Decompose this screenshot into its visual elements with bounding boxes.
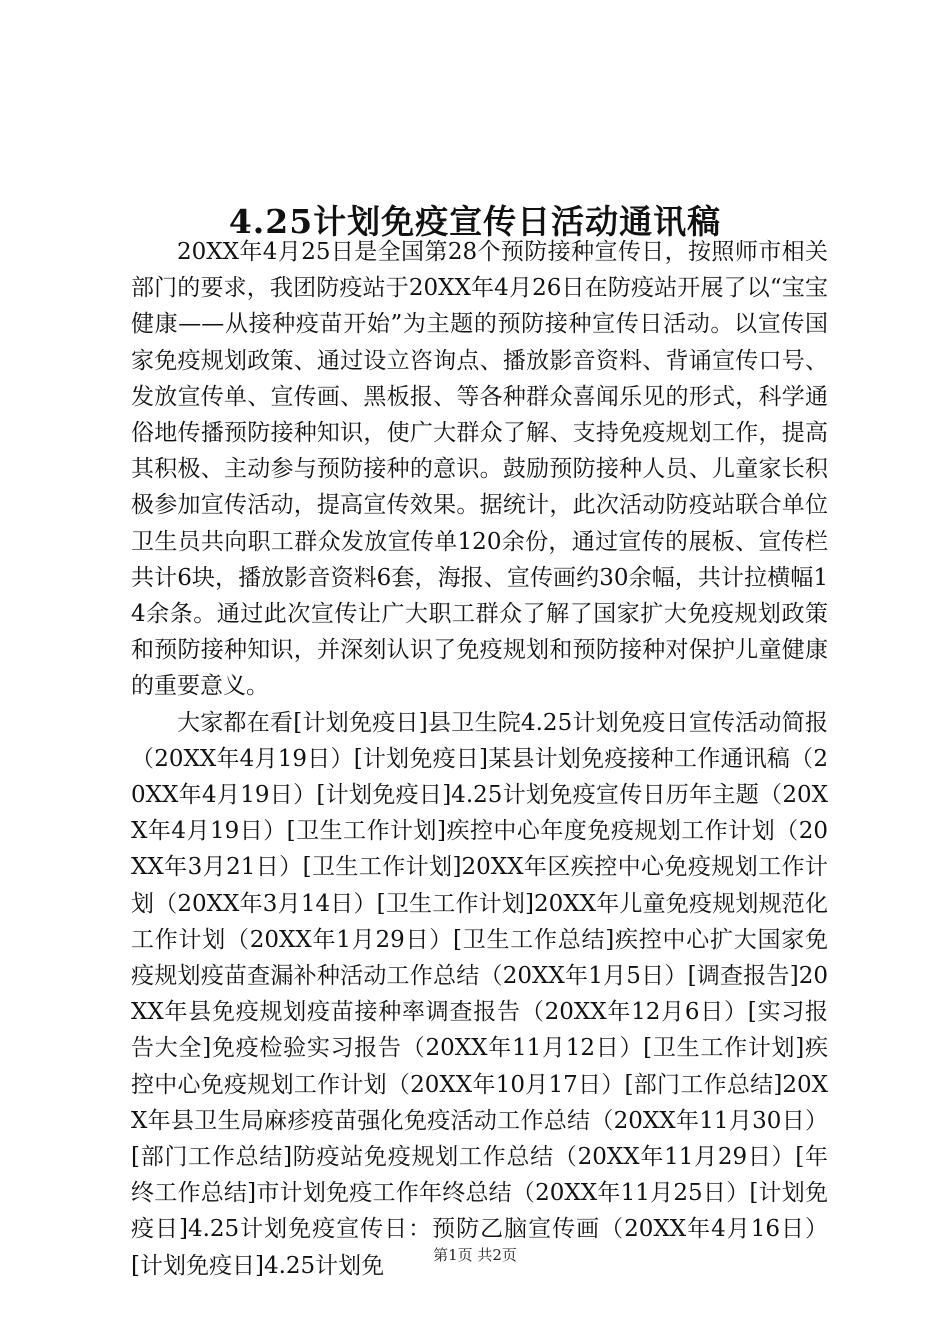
document-title: 4.25计划免疫宣传日活动通讯稿 [228,202,722,242]
body-paragraph-2: 大家都在看[计划免疫日]县卫生院4.25计划免疫日宣传活动简报（20XX年4月19日）[计划免疫日]某县计划免疫接种工作通讯稿（20XX年4月19日）[计划免疫日]4.25计划免疫宣传日历年主题（20XX年4月19日）[卫生工作计划]疾控中心年度免疫规划工作计划（20XX年3月21日）[卫生工作计划]20XX年区疾控中心免疫规划工作计划（20XX年3月14日）[卫生工作计划]20XX年儿童免疫规划规范化工作计划（20XX年1月29日）[卫生工作总结]疾控中心扩大国家免疫规划疫苗查漏补种活动工作总结（20XX年1月5日）[调查报告]20XX年县免疫规划疫苗接种率调查报告（20XX年12月6日）[实习报告大全]免疫检验实习报告（20XX年11月12日）[卫生工作计划]疾控中心免疫规划工作计划（20XX年10月17日）[部门工作总结]20XX年县卫生局麻疹疫苗强化免疫活动工作总结（20XX年11月30日）[部门工作总结]防疫站免疫规划工作总结（20XX年11月29日）[年终工作总结]市计划免疫工作年终总结（20XX年11月25日）[计划免疫日]4.25计划免疫宣传日：预防乙脑宣传画（20XX年4月16日）[计划免疫日]4.25计划免 [131,709,828,1279]
body-paragraph-1: 20XX年4月25日是全国第28个预防接种宣传日，按照师市相关部门的要求，我团防疫站于20XX年4月26日在防疫站开展了以“宝宝健康——从接种疫苗开始”为主题的预防接种宣传日活动。以宣传国家免疫规划政策、通过设立咨询点、播放影音资料、背诵宣传口号、发放宣传单、宣传画、黑板报、等各种群众喜闻乐见的形式，科学通俗地传播预防接种知识，使广大群众了解、支持免疫规划工作，提高其积极、主动参与预防接种的意识。鼓励预防接种人员、儿童家长积极参加宣传活动，提高宣传效果。据统计，此次活动防疫站联合单位卫生员共向职工群众发放宣传单120余份，通过宣传的展板、宣传栏共计6块，播放影音资料6套，海报、宣传画约30余幅，共计拉横幅14余条。通过此次宣传让广大职工群众了解了国家扩大免疫规划政策和预防接种知识，并深刻认识了免疫规划和预防接种对保护儿童健康的重要意义。 [131,239,828,700]
page-footer: 第1页 共2页 [433,1246,517,1264]
document-body [131,234,828,1284]
